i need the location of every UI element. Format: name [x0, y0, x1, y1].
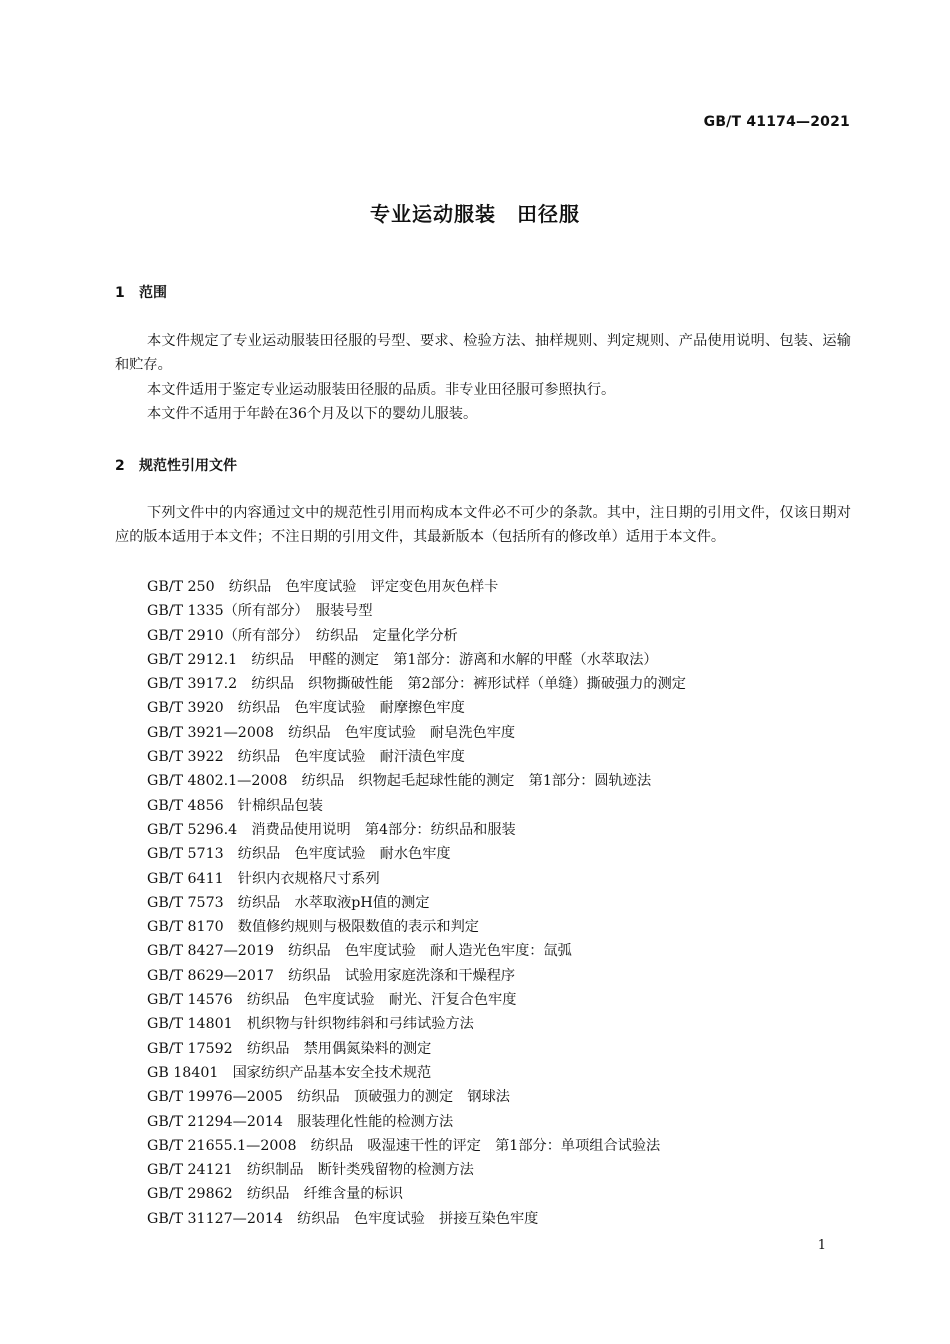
section-1-paragraph: 本文件规定了专业运动服装田径服的号型、要求、检验方法、抽样规则、判定规则、产品使用说明、包装、运输和贮存。 [115, 333, 851, 374]
section-1-heading [115, 282, 167, 302]
reference-item: GB/T 21655.1—2008 纺织品 吸湿速干性的评定 第1部分：单项组合试验法 [147, 1137, 661, 1154]
reference-item: GB/T 21294—2014 服装理化性能的检测方法 [147, 1113, 454, 1130]
reference-item: GB/T 3921—2008 纺织品 色牢度试验 耐皂洗色牢度 [147, 724, 516, 741]
reference-item: GB/T 4856 针棉织品包装 [147, 797, 323, 814]
reference-item: GB/T 7573 纺织品 水萃取液pH值的测定 [147, 894, 430, 911]
reference-item: GB/T 3920 纺织品 色牢度试验 耐摩擦色牢度 [147, 700, 465, 717]
section-1-paragraph: 本文件不适用于年龄在36个月及以下的婴幼儿服装。 [147, 405, 478, 422]
reference-item: GB/T 14576 纺织品 色牢度试验 耐光、汗复合色牢度 [147, 992, 517, 1009]
section-2-title: 规范性引用文件 [139, 458, 237, 474]
reference-item: GB/T 6411 针织内衣规格尺寸系列 [147, 870, 380, 887]
reference-item: GB/T 3917.2 纺织品 织物撕破性能 第2部分：裤形试样（单缝）撕破强力的测定 [147, 676, 686, 693]
section-1-paragraph: 本文件适用于鉴定专业运动服装田径服的品质。非专业田径服可参照执行。 [147, 381, 616, 398]
reference-item: GB/T 31127—2014 纺织品 色牢度试验 拼接互染色牢度 [147, 1210, 539, 1227]
reference-item: GB/T 2910（所有部分） 纺织品 定量化学分析 [147, 627, 458, 644]
reference-item: GB/T 1335（所有部分） 服装号型 [147, 603, 373, 620]
reference-list [147, 575, 686, 1231]
section-1-body [115, 329, 851, 426]
reference-item: GB/T 4802.1—2008 纺织品 织物起毛起球性能的测定 第1部分：圆轨迹法 [147, 773, 652, 790]
section-2-number: 2 [115, 458, 125, 474]
reference-item: GB/T 24121 纺织制品 断针类残留物的检测方法 [147, 1162, 474, 1179]
page-number: 1 [817, 1238, 826, 1253]
reference-item: GB/T 29862 纺织品 纤维含量的标识 [147, 1186, 403, 1203]
section-2-intro [115, 501, 851, 550]
document-title: 专业运动服装 田径服 [370, 202, 580, 226]
reference-item: GB/T 5296.4 消费品使用说明 第4部分：纺织品和服装 [147, 821, 516, 838]
reference-item: GB/T 5713 纺织品 色牢度试验 耐水色牢度 [147, 846, 451, 863]
section-2-heading [115, 455, 237, 475]
reference-item: GB/T 2912.1 纺织品 甲醛的测定 第1部分：游离和水解的甲醛（水萃取法） [147, 651, 658, 668]
reference-item: GB/T 8427—2019 纺织品 色牢度试验 耐人造光色牢度：氙弧 [147, 943, 572, 960]
reference-item: GB/T 250 纺织品 色牢度试验 评定变色用灰色样卡 [147, 579, 499, 595]
reference-item: GB/T 3922 纺织品 色牢度试验 耐汗渍色牢度 [147, 749, 465, 766]
reference-item: GB/T 8629—2017 纺织品 试验用家庭洗涤和干燥程序 [147, 967, 516, 984]
standard-code: GB/T 41174—2021 [703, 114, 850, 130]
reference-item: GB 18401 国家纺织产品基本安全技术规范 [147, 1064, 432, 1081]
section-1-title: 范围 [139, 285, 167, 301]
reference-item: GB/T 8170 数值修约规则与极限数值的表示和判定 [147, 919, 479, 936]
reference-item: GB/T 17592 纺织品 禁用偶氮染料的测定 [147, 1040, 432, 1057]
section-1-number: 1 [115, 285, 125, 301]
reference-item: GB/T 19976—2005 纺织品 顶破强力的测定 钢球法 [147, 1089, 510, 1106]
section-2-intro-paragraph: 下列文件中的内容通过文中的规范性引用而构成本文件必不可少的条款。其中，注日期的引用文件，仅该日期对应的版本适用于本文件；不注日期的引用文件，其最新版本（包括所有的修改单）适用于本文件。 [115, 505, 851, 546]
reference-item: GB/T 14801 机织物与针织物纬斜和弓纬试验方法 [147, 1016, 474, 1033]
